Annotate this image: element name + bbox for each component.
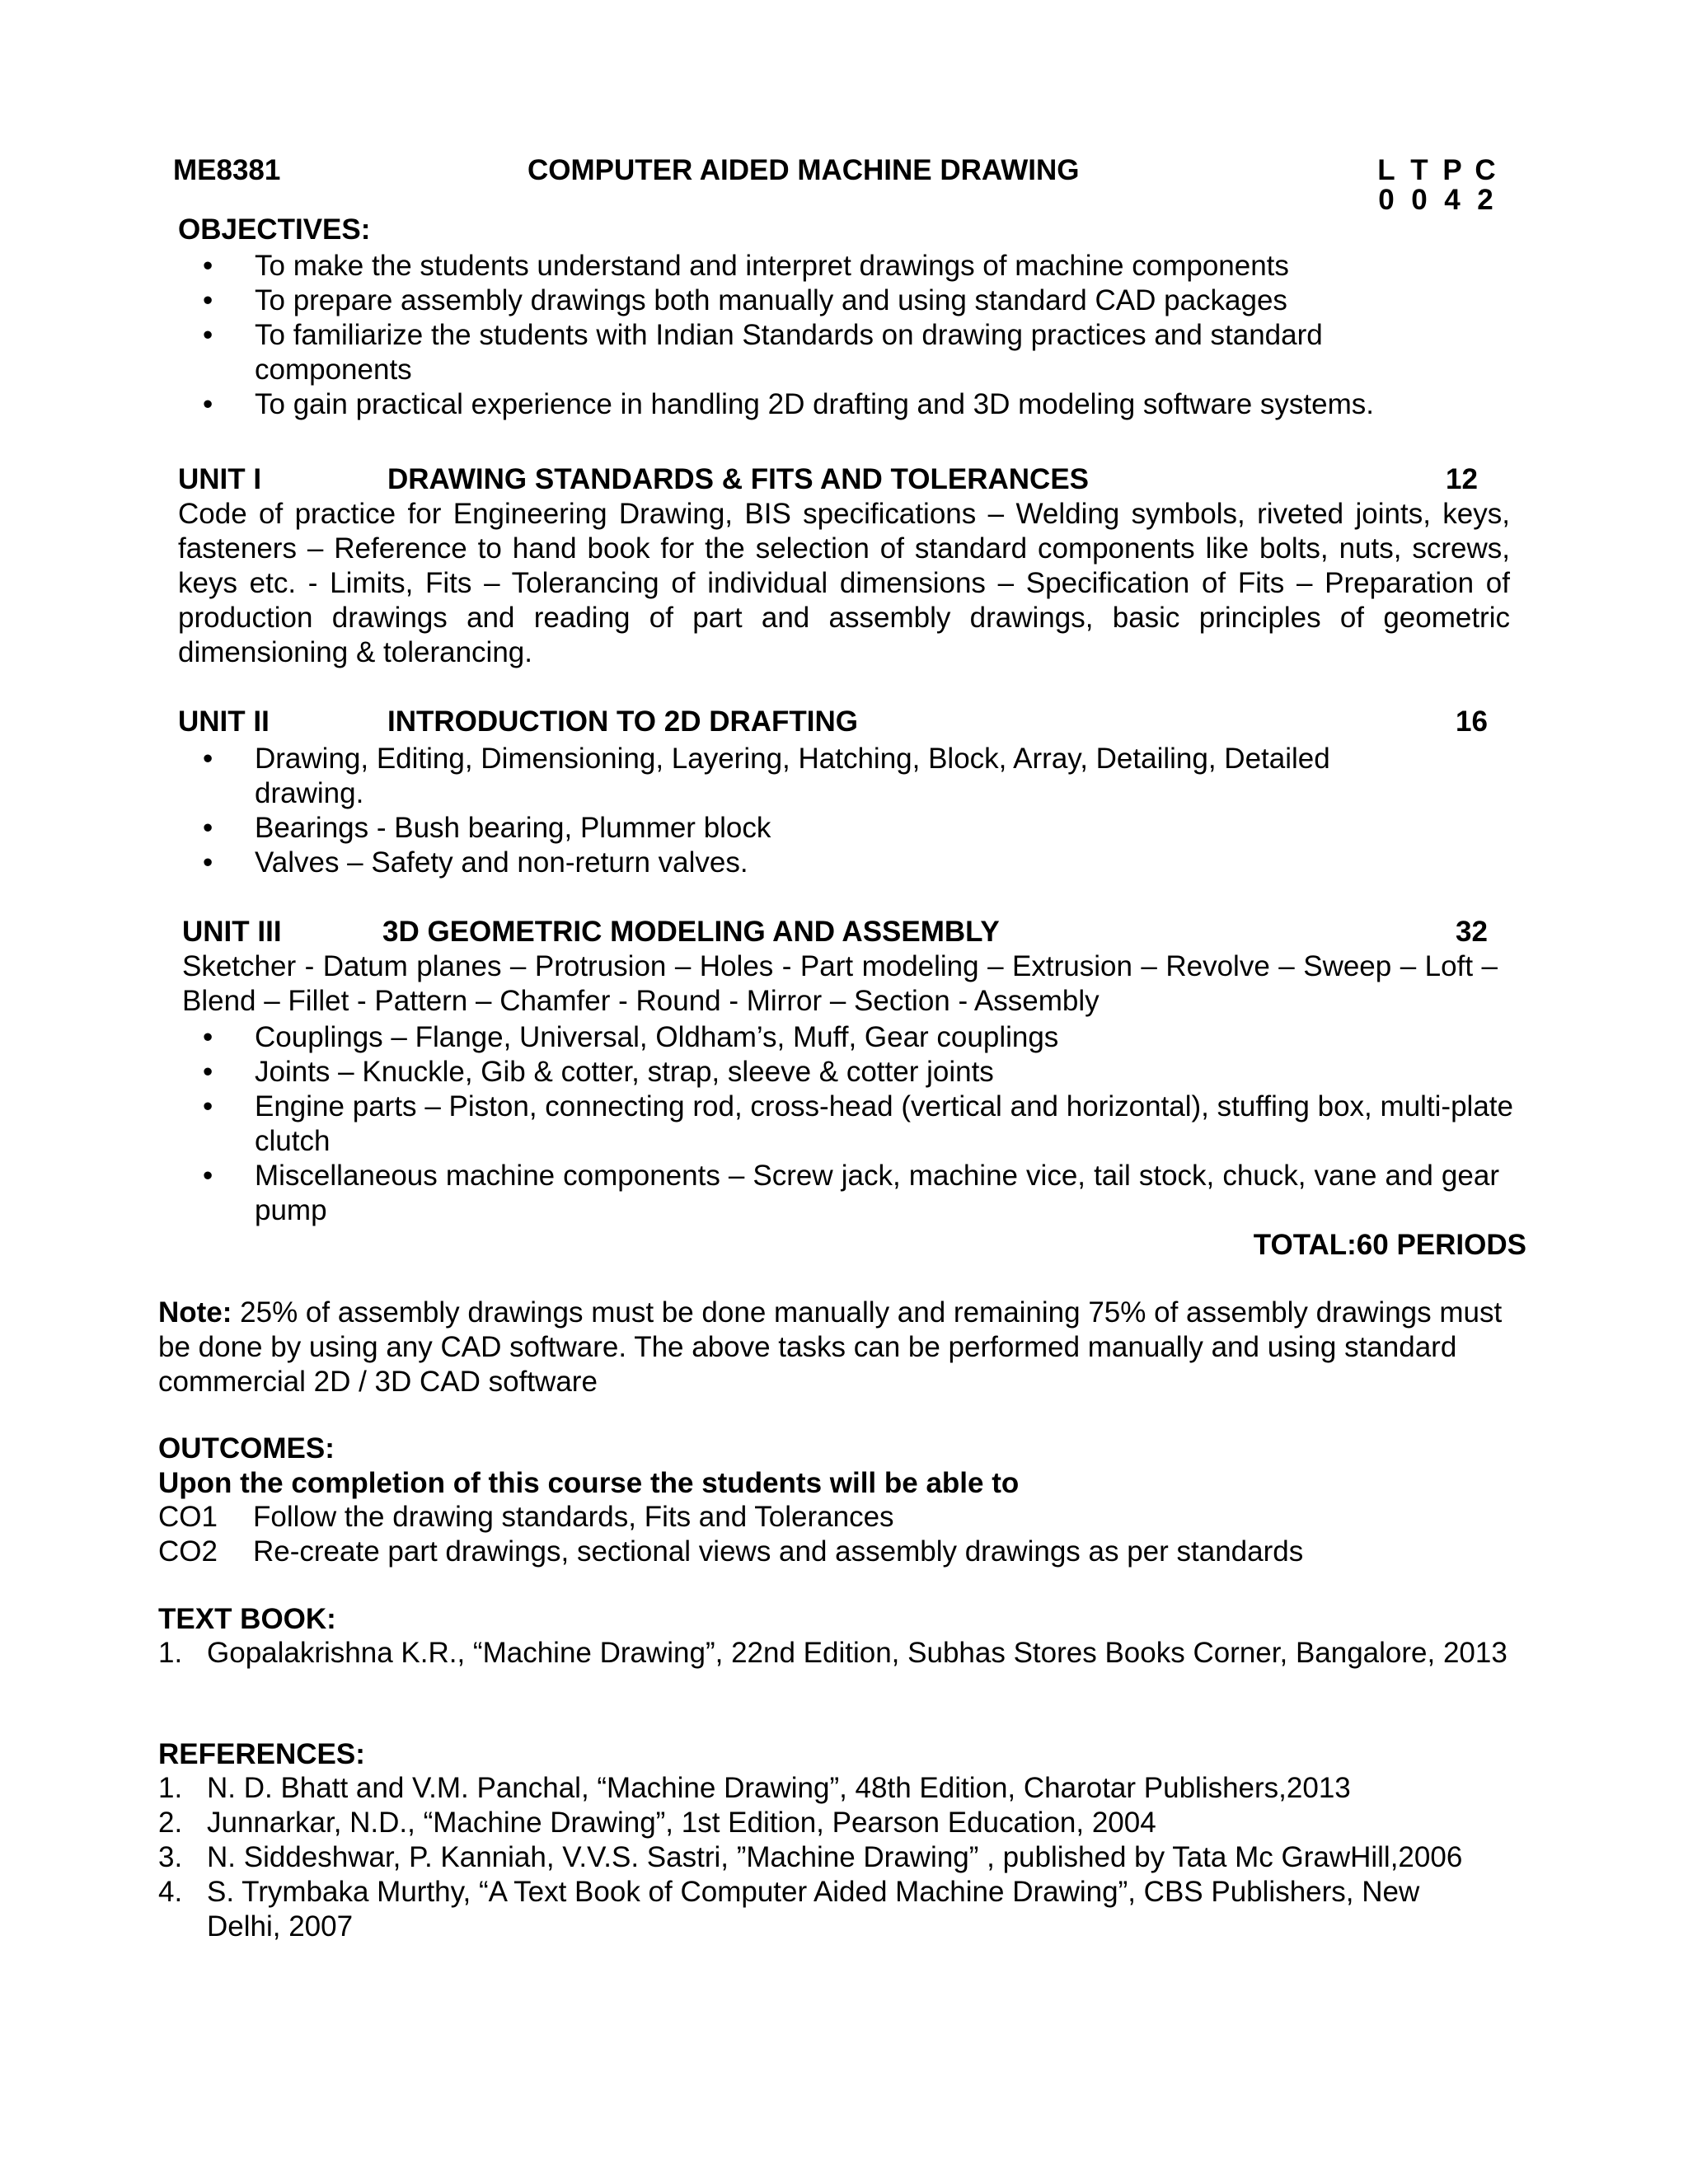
item-text: N. Siddeshwar, P. Kanniah, V.V.S. Sastri, ”Machine Drawing” , published by Tata Mc GrawHill,2006 [207,1841,1463,1873]
list-item: • Bearings - Bush bearing, Plummer block [178,811,1464,846]
outcome-text: Re-create part drawings, sectional views and assembly drawings as per standards [253,1535,1304,1568]
ltpc-label-l: L [1377,154,1395,186]
list-item [158,1771,1510,1806]
item-text: Gopalakrishna K.R., “Machine Drawing”, 22nd Edition, Subhas Stores Books Corner, Bangalore, 2013 [207,1637,1507,1669]
item-number: 1. [158,1637,183,1669]
ltpc-label-c: C [1475,154,1496,186]
outcome-code: CO1 [158,1501,218,1533]
item-number: 2. [158,1807,183,1839]
item-text: N. D. Bhatt and V.M. Panchal, “Machine Drawing”, 48th Edition, Charotar Publishers,2013 [207,1772,1351,1804]
list-item: • Miscellaneous machine components – Screw jack, machine vice, tail stock, chuck, vane and gear pump [178,1159,1499,1228]
list-item: • To make the students understand and interpret drawings of machine components [178,249,1464,284]
references-list [158,1771,1510,1944]
objectives-heading: OBJECTIVES: [178,213,371,246]
list-item [158,1806,1510,1840]
note-text: 25% of assembly drawings must be done manually and remaining 75% of assembly drawings must be done by using any CAD software. The above tasks can be performed manually and using standard commercial 2D / 3D CAD software [158,1296,1503,1398]
unit3-hours: 32 [1456,916,1488,948]
unit3-list [178,1020,1513,1228]
list-item: • To gain practical experience in handling 2D drafting and 3D modeling software systems. [178,387,1464,422]
list-item: • Couplings – Flange, Universal, Oldham’s, Muff, Gear couplings [178,1020,1513,1055]
note [158,1296,1510,1399]
list-item [158,1875,1501,1944]
unit3-title: 3D GEOMETRIC MODELING AND ASSEMBLY [382,916,1000,948]
ltpc-label-p: P [1442,154,1462,186]
unit1-header [178,462,1497,497]
unit1-hours: 12 [1446,463,1478,495]
ltpc-label-t: T [1410,154,1428,186]
references-heading: REFERENCES: [158,1738,365,1770]
unit1-body: Code of practice for Engineering Drawing, BIS specifications – Welding symbols, riveted joints, keys, fasteners – Reference to hand book for the selection of standard components like bolts, nuts, screws, keys etc. - Limits, Fits – Tolerancing of individual dimensions – Specification of Fits – Preparation of production drawings and reading of part and assembly drawings, basic principles of geometric dimensioning & tolerancing. [178,498,1510,668]
unit2-label: UNIT II [178,705,270,738]
item-text: Junnarkar, N.D., “Machine Drawing”, 1st Edition, Pearson Education, 2004 [207,1807,1156,1839]
unit1-title: DRAWING STANDARDS & FITS AND TOLERANCES [387,463,1090,495]
textbook-list [158,1636,1510,1671]
ltpc-value-t: 0 [1411,184,1428,216]
ltpc-value-p: 4 [1444,184,1461,216]
ltpc-value-l: 0 [1378,184,1395,216]
outcome-text: Follow the drawing standards, Fits and Tolerances [253,1501,894,1533]
item-number: 1. [158,1772,183,1804]
unit1-label: UNIT I [178,463,262,495]
total-periods: TOTAL:60 PERIODS [1253,1229,1526,1261]
list-item: • Valves – Safety and non-return valves. [178,846,1464,880]
outcomes-subheading: Upon the completion of this course the students will be able to [158,1467,1020,1499]
list-item: • To familiarize the students with Indian Standards on drawing practices and standard components [178,318,1442,387]
objectives-list [178,249,1464,422]
course-title: COMPUTER AIDED MACHINE DRAWING [528,154,1080,186]
unit2-header [178,705,1497,739]
unit2-title: INTRODUCTION TO 2D DRAFTING [387,705,859,738]
list-item [158,1636,1510,1671]
outcomes-heading: OUTCOMES: [158,1432,335,1465]
list-item: • Drawing, Editing, Dimensioning, Layering, Hatching, Block, Array, Detailing, Detailed drawing. [178,742,1417,811]
unit2-hours: 16 [1456,705,1488,738]
list-item: • To prepare assembly drawings both manually and using standard CAD packages [178,284,1464,318]
item-text: S. Trymbaka Murthy, “A Text Book of Computer Aided Machine Drawing”, CBS Publishers, New Delhi, 2007 [207,1876,1420,1943]
unit2-list [178,742,1464,880]
unit3-header [182,915,1501,949]
list-item: • Engine parts – Piston, connecting rod, cross-head (vertical and horizontal), stuffing box, multi-plate clutch [178,1090,1513,1159]
ltpc-values [1370,183,1502,218]
list-item: • Joints – Knuckle, Gib & cotter, strap, sleeve & cotter joints [178,1055,1513,1090]
textbook-heading: TEXT BOOK: [158,1603,336,1635]
course-code: ME8381 [173,154,281,186]
unit3-label: UNIT III [182,916,282,948]
item-number: 3. [158,1841,183,1873]
ltpc-value-c: 2 [1477,184,1493,216]
unit3-body: Sketcher - Datum planes – Protrusion – Holes - Part modeling – Extrusion – Revolve – Sweep – Loft – Blend – Fillet - Pattern – Chamfer - Round - Mirror – Section - Assembly [182,950,1498,1017]
outcome-code: CO2 [158,1535,218,1568]
list-item [158,1840,1510,1875]
item-number: 4. [158,1876,183,1908]
note-label: Note: [158,1296,232,1329]
